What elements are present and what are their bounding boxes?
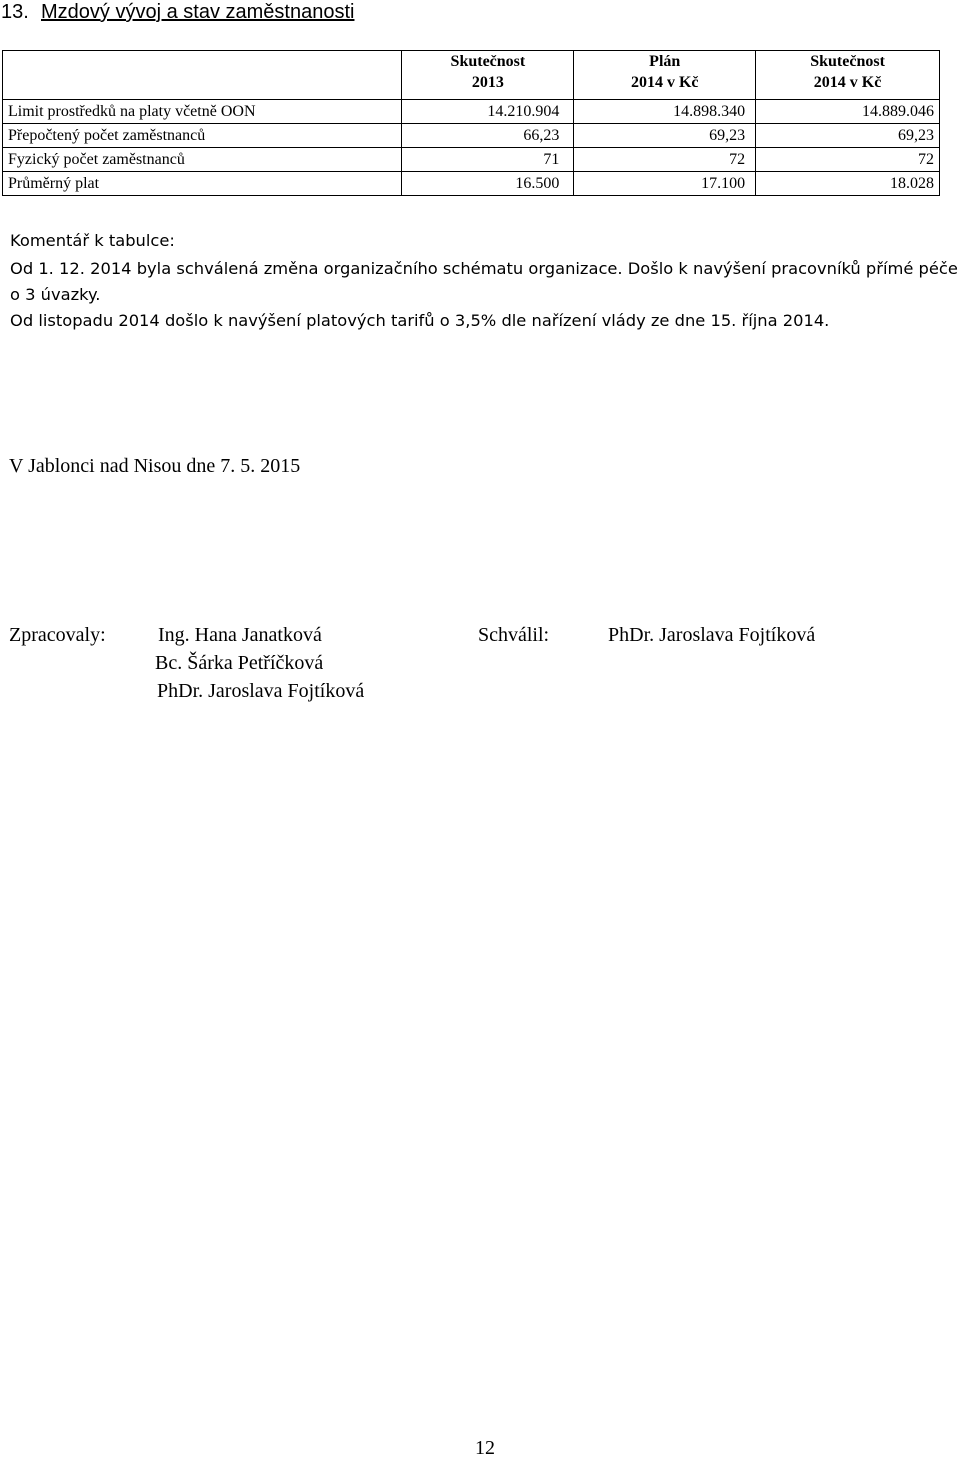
approved-label: Schválil: xyxy=(478,624,550,646)
prepared-name: Bc. Šárka Petříčková xyxy=(155,652,324,674)
comment-title: Komentář k tabulce: xyxy=(10,231,175,250)
section-heading xyxy=(0,0,354,26)
page-number: 12 xyxy=(475,1437,495,1459)
table-cell: 18.028 xyxy=(756,172,940,196)
row-label: Limit prostředků na platy včetně OON xyxy=(3,100,402,124)
table-cell: 14.210.904 xyxy=(402,100,574,124)
comment-paragraph: Od 1. 12. 2014 byla schválená změna organizačního schématu organizace. Došlo k navýšení pracovníků přímé péče o 3 úvazky. xyxy=(10,259,958,304)
place-date: V Jablonci nad Nisou dne 7. 5. 2015 xyxy=(9,455,301,477)
table-row xyxy=(3,148,940,172)
table-header-empty xyxy=(3,51,402,100)
table-header-row xyxy=(3,51,940,100)
table-cell: 14.898.340 xyxy=(574,100,756,124)
table-cell: 17.100 xyxy=(574,172,756,196)
salary-table xyxy=(2,50,940,196)
row-label: Průměrný plat xyxy=(3,172,402,196)
table-cell: 72 xyxy=(756,148,940,172)
table-cell: 69,23 xyxy=(756,124,940,148)
approved-name: PhDr. Jaroslava Fojtíková xyxy=(608,624,816,646)
table-header-cell: Skutečnost 2013 xyxy=(402,51,574,100)
table-row xyxy=(3,124,940,148)
table-cell: 14.889.046 xyxy=(756,100,940,124)
table-cell: 66,23 xyxy=(402,124,574,148)
section-title: Mzdový vývoj a stav zaměstnanosti xyxy=(41,1,355,23)
prepared-label: Zpracovaly: xyxy=(9,624,106,646)
table-cell: 16.500 xyxy=(402,172,574,196)
row-label: Fyzický počet zaměstnanců xyxy=(3,148,402,172)
table-cell: 69,23 xyxy=(574,124,756,148)
table-row xyxy=(3,172,940,196)
table-comment xyxy=(10,228,960,334)
table-cell: 72 xyxy=(574,148,756,172)
table-header-cell: Plán 2014 v Kč xyxy=(574,51,756,100)
prepared-name: Ing. Hana Janatková xyxy=(158,624,322,646)
prepared-name: PhDr. Jaroslava Fojtíková xyxy=(157,680,365,702)
table-row xyxy=(3,100,940,124)
comment-paragraph: Od listopadu 2014 došlo k navýšení platových tarifů o 3,5% dle nařízení vlády ze dne 15. října 2014. xyxy=(10,311,830,330)
table-header-cell: Skutečnost 2014 v Kč xyxy=(756,51,940,100)
section-number: 13. xyxy=(1,1,29,23)
row-label: Přepočtený počet zaměstnanců xyxy=(3,124,402,148)
table-cell: 71 xyxy=(402,148,574,172)
